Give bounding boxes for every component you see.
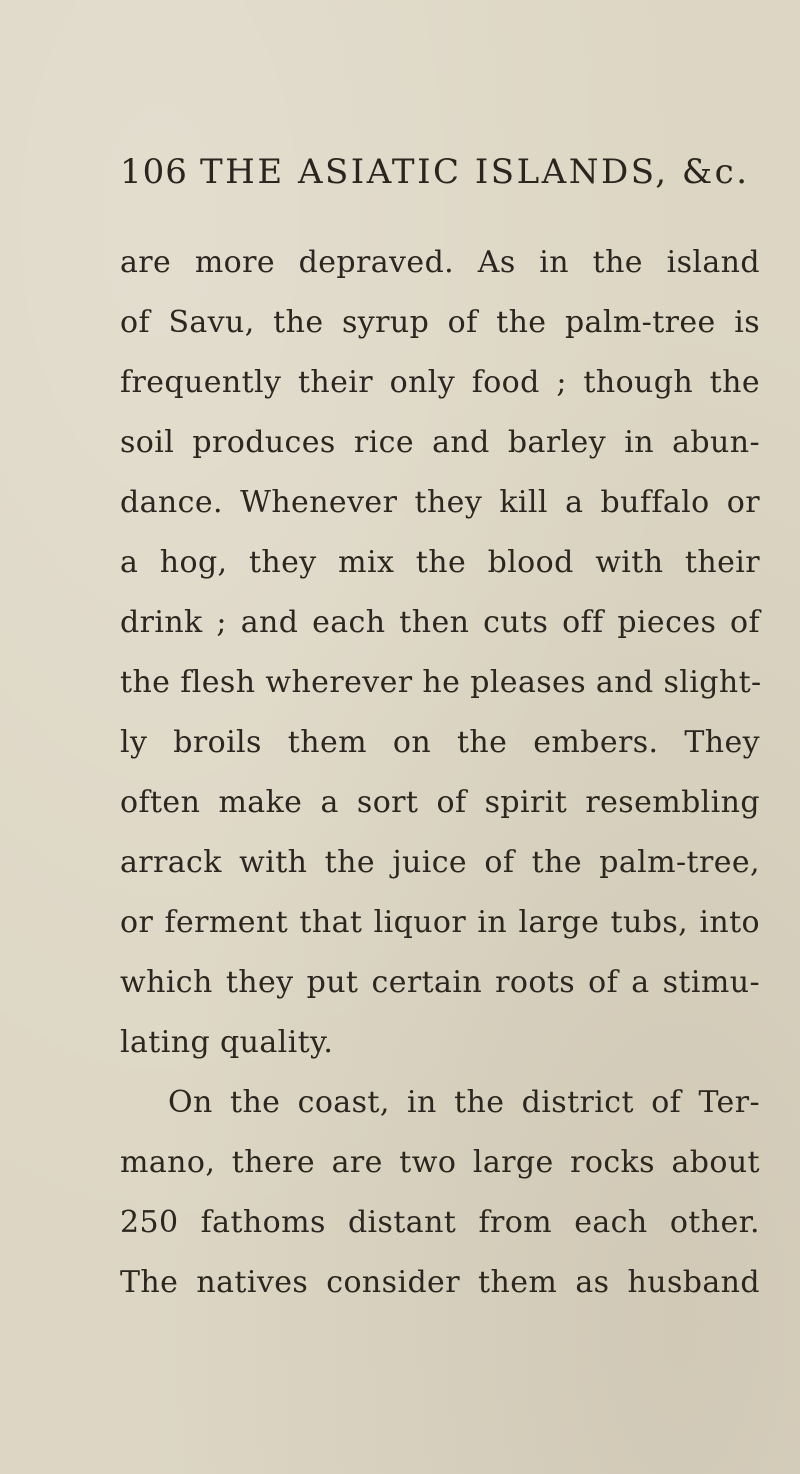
text-line: which they put certain roots of a stimu- — [120, 965, 760, 1000]
running-title: THE ASIATIC ISLANDS, &c. — [200, 152, 750, 192]
text-line: of Savu, the syrup of the palm-tree is — [120, 305, 760, 340]
text-line: dance. Whenever they kill a buffalo or — [120, 485, 760, 520]
text-line: the flesh wherever he pleases and slight- — [120, 665, 762, 700]
text-line: ly broils them on the embers. They — [120, 725, 760, 760]
page-number: 106 — [120, 152, 188, 192]
text-line: soil produces rice and barley in abun- — [120, 425, 760, 460]
text-line: The natives consider them as husband — [120, 1265, 760, 1300]
paragraph-first-line: On the coast, in the district of Ter- — [168, 1085, 760, 1120]
text-line: often make a sort of spirit resembling — [120, 785, 760, 820]
text-line: a hog, they mix the blood with their — [120, 545, 760, 580]
text-line: lating quality. — [120, 1025, 334, 1060]
text-line: drink ; and each then cuts off pieces of — [120, 605, 760, 640]
text-line: or ferment that liquor in large tubs, into — [120, 905, 760, 940]
text-line: frequently their only food ; though the — [120, 365, 760, 400]
text-line: are more depraved. As in the island — [120, 245, 760, 280]
text-line: arrack with the juice of the palm-tree, — [120, 845, 760, 880]
text-line: mano, there are two large rocks about — [120, 1145, 760, 1180]
text-line: 250 fathoms distant from each other. — [120, 1205, 760, 1240]
